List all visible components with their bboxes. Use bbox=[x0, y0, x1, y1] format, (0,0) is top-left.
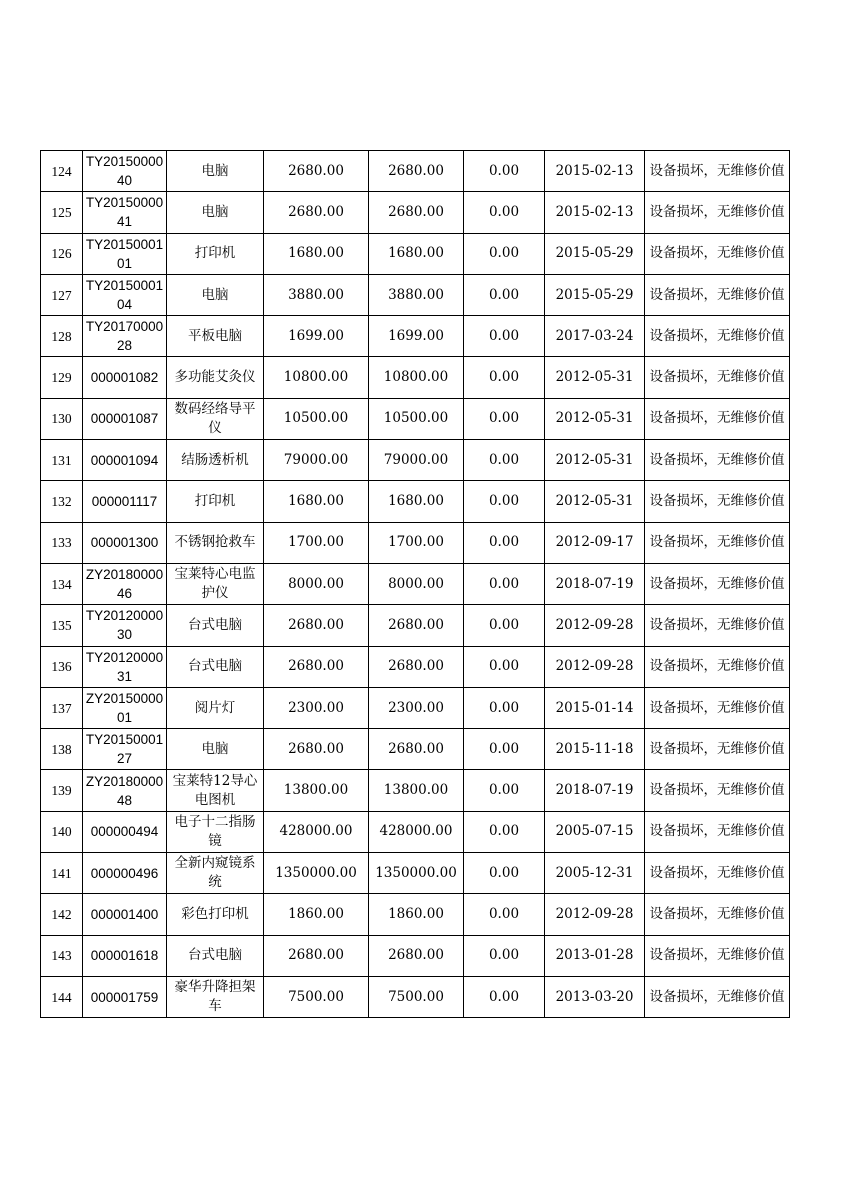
accumulated-depreciation-cell: 1860.00 bbox=[369, 894, 464, 935]
original-value-cell: 2300.00 bbox=[264, 687, 369, 728]
original-value-cell: 1680.00 bbox=[264, 233, 369, 274]
net-value-cell: 0.00 bbox=[464, 192, 545, 233]
asset-name-cell: 不锈钢抢救车 bbox=[167, 522, 264, 563]
acquisition-date-cell: 2012-05-31 bbox=[545, 357, 645, 398]
asset-name-cell: 电脑 bbox=[167, 274, 264, 315]
disposal-reason-cell: 设备损坏，无维修价值 bbox=[645, 605, 790, 646]
accumulated-depreciation-cell: 13800.00 bbox=[369, 770, 464, 811]
asset-name-cell: 电脑 bbox=[167, 151, 264, 192]
acquisition-date-cell: 2015-05-29 bbox=[545, 274, 645, 315]
table-row bbox=[41, 233, 790, 274]
asset-code-cell: 000001400 bbox=[83, 894, 167, 935]
original-value-cell: 2680.00 bbox=[264, 935, 369, 976]
row-number-cell: 125 bbox=[41, 192, 83, 233]
net-value-cell: 0.00 bbox=[464, 522, 545, 563]
accumulated-depreciation-cell: 10500.00 bbox=[369, 398, 464, 439]
disposal-reason-cell: 设备损坏，无维修价值 bbox=[645, 233, 790, 274]
accumulated-depreciation-cell: 428000.00 bbox=[369, 811, 464, 852]
asset-code-cell: TY2012000031 bbox=[83, 646, 167, 687]
original-value-cell: 79000.00 bbox=[264, 440, 369, 481]
asset-name-cell: 阅片灯 bbox=[167, 687, 264, 728]
accumulated-depreciation-cell: 8000.00 bbox=[369, 563, 464, 604]
table-row bbox=[41, 687, 790, 728]
row-number-cell: 138 bbox=[41, 729, 83, 770]
table-row bbox=[41, 440, 790, 481]
asset-code-cell: 000001618 bbox=[83, 935, 167, 976]
original-value-cell: 428000.00 bbox=[264, 811, 369, 852]
acquisition-date-cell: 2015-02-13 bbox=[545, 151, 645, 192]
disposal-reason-cell: 设备损坏，无维修价值 bbox=[645, 646, 790, 687]
original-value-cell: 1860.00 bbox=[264, 894, 369, 935]
row-number-cell: 143 bbox=[41, 935, 83, 976]
original-value-cell: 2680.00 bbox=[264, 151, 369, 192]
asset-name-cell: 宝莱特心电监护仪 bbox=[167, 563, 264, 604]
row-number-cell: 137 bbox=[41, 687, 83, 728]
table-row bbox=[41, 646, 790, 687]
original-value-cell: 3880.00 bbox=[264, 274, 369, 315]
table-row bbox=[41, 563, 790, 604]
asset-name-cell: 电脑 bbox=[167, 192, 264, 233]
row-number-cell: 130 bbox=[41, 398, 83, 439]
acquisition-date-cell: 2018-07-19 bbox=[545, 770, 645, 811]
acquisition-date-cell: 2018-07-19 bbox=[545, 563, 645, 604]
table-row bbox=[41, 481, 790, 522]
net-value-cell: 0.00 bbox=[464, 440, 545, 481]
row-number-cell: 124 bbox=[41, 151, 83, 192]
asset-code-cell: TY2015000040 bbox=[83, 151, 167, 192]
asset-name-cell: 打印机 bbox=[167, 481, 264, 522]
net-value-cell: 0.00 bbox=[464, 151, 545, 192]
asset-code-cell: ZY2015000001 bbox=[83, 687, 167, 728]
row-number-cell: 128 bbox=[41, 316, 83, 357]
net-value-cell: 0.00 bbox=[464, 976, 545, 1017]
acquisition-date-cell: 2005-07-15 bbox=[545, 811, 645, 852]
accumulated-depreciation-cell: 2300.00 bbox=[369, 687, 464, 728]
asset-name-cell: 台式电脑 bbox=[167, 935, 264, 976]
disposal-reason-cell: 设备损坏，无维修价值 bbox=[645, 770, 790, 811]
row-number-cell: 132 bbox=[41, 481, 83, 522]
disposal-reason-cell: 设备损坏，无维修价值 bbox=[645, 935, 790, 976]
acquisition-date-cell: 2017-03-24 bbox=[545, 316, 645, 357]
asset-name-cell: 结肠透析机 bbox=[167, 440, 264, 481]
asset-name-cell: 数码经络导平仪 bbox=[167, 398, 264, 439]
net-value-cell: 0.00 bbox=[464, 811, 545, 852]
disposal-reason-cell: 设备损坏，无维修价值 bbox=[645, 192, 790, 233]
net-value-cell: 0.00 bbox=[464, 357, 545, 398]
net-value-cell: 0.00 bbox=[464, 316, 545, 357]
asset-code-cell: TY2015000101 bbox=[83, 233, 167, 274]
table-row bbox=[41, 811, 790, 852]
original-value-cell: 1680.00 bbox=[264, 481, 369, 522]
asset-name-cell: 电脑 bbox=[167, 729, 264, 770]
acquisition-date-cell: 2012-09-28 bbox=[545, 605, 645, 646]
table-row bbox=[41, 274, 790, 315]
net-value-cell: 0.00 bbox=[464, 233, 545, 274]
row-number-cell: 142 bbox=[41, 894, 83, 935]
table-row bbox=[41, 522, 790, 563]
acquisition-date-cell: 2013-01-28 bbox=[545, 935, 645, 976]
table-row bbox=[41, 976, 790, 1017]
table-row bbox=[41, 935, 790, 976]
disposal-reason-cell: 设备损坏，无维修价值 bbox=[645, 729, 790, 770]
net-value-cell: 0.00 bbox=[464, 770, 545, 811]
net-value-cell: 0.00 bbox=[464, 687, 545, 728]
accumulated-depreciation-cell: 7500.00 bbox=[369, 976, 464, 1017]
asset-code-cell: TY2017000028 bbox=[83, 316, 167, 357]
row-number-cell: 134 bbox=[41, 563, 83, 604]
disposal-reason-cell: 设备损坏，无维修价值 bbox=[645, 894, 790, 935]
acquisition-date-cell: 2015-01-14 bbox=[545, 687, 645, 728]
disposal-reason-cell: 设备损坏，无维修价值 bbox=[645, 274, 790, 315]
row-number-cell: 144 bbox=[41, 976, 83, 1017]
net-value-cell: 0.00 bbox=[464, 398, 545, 439]
table-row bbox=[41, 894, 790, 935]
table-row bbox=[41, 398, 790, 439]
asset-code-cell: 000001300 bbox=[83, 522, 167, 563]
original-value-cell: 2680.00 bbox=[264, 192, 369, 233]
original-value-cell: 2680.00 bbox=[264, 729, 369, 770]
disposal-reason-cell: 设备损坏，无维修价值 bbox=[645, 853, 790, 894]
asset-name-cell: 打印机 bbox=[167, 233, 264, 274]
net-value-cell: 0.00 bbox=[464, 894, 545, 935]
asset-name-cell: 台式电脑 bbox=[167, 605, 264, 646]
disposal-reason-cell: 设备损坏，无维修价值 bbox=[645, 811, 790, 852]
accumulated-depreciation-cell: 1700.00 bbox=[369, 522, 464, 563]
asset-code-cell: TY2012000030 bbox=[83, 605, 167, 646]
accumulated-depreciation-cell: 1680.00 bbox=[369, 233, 464, 274]
accumulated-depreciation-cell: 2680.00 bbox=[369, 151, 464, 192]
table-row bbox=[41, 605, 790, 646]
asset-code-cell: 000001082 bbox=[83, 357, 167, 398]
table-row bbox=[41, 192, 790, 233]
row-number-cell: 141 bbox=[41, 853, 83, 894]
asset-name-cell: 多功能艾灸仪 bbox=[167, 357, 264, 398]
net-value-cell: 0.00 bbox=[464, 481, 545, 522]
original-value-cell: 1699.00 bbox=[264, 316, 369, 357]
original-value-cell: 13800.00 bbox=[264, 770, 369, 811]
asset-code-cell: TY2015000127 bbox=[83, 729, 167, 770]
asset-code-cell: 000001759 bbox=[83, 976, 167, 1017]
row-number-cell: 131 bbox=[41, 440, 83, 481]
original-value-cell: 8000.00 bbox=[264, 563, 369, 604]
acquisition-date-cell: 2012-09-17 bbox=[545, 522, 645, 563]
asset-code-cell: ZY2018000048 bbox=[83, 770, 167, 811]
original-value-cell: 2680.00 bbox=[264, 605, 369, 646]
asset-name-cell: 全新内窥镜系统 bbox=[167, 853, 264, 894]
net-value-cell: 0.00 bbox=[464, 935, 545, 976]
asset-code-cell: ZY2018000046 bbox=[83, 563, 167, 604]
row-number-cell: 136 bbox=[41, 646, 83, 687]
accumulated-depreciation-cell: 2680.00 bbox=[369, 729, 464, 770]
acquisition-date-cell: 2005-12-31 bbox=[545, 853, 645, 894]
asset-name-cell: 电子十二指肠镜 bbox=[167, 811, 264, 852]
acquisition-date-cell: 2013-03-20 bbox=[545, 976, 645, 1017]
acquisition-date-cell: 2012-09-28 bbox=[545, 646, 645, 687]
row-number-cell: 126 bbox=[41, 233, 83, 274]
disposal-reason-cell: 设备损坏，无维修价值 bbox=[645, 687, 790, 728]
disposal-reason-cell: 设备损坏，无维修价值 bbox=[645, 316, 790, 357]
original-value-cell: 7500.00 bbox=[264, 976, 369, 1017]
acquisition-date-cell: 2012-05-31 bbox=[545, 440, 645, 481]
disposal-reason-cell: 设备损坏，无维修价值 bbox=[645, 151, 790, 192]
original-value-cell: 10800.00 bbox=[264, 357, 369, 398]
original-value-cell: 1350000.00 bbox=[264, 853, 369, 894]
asset-code-cell: TY2015000041 bbox=[83, 192, 167, 233]
disposal-reason-cell: 设备损坏，无维修价值 bbox=[645, 440, 790, 481]
asset-code-cell: 000001094 bbox=[83, 440, 167, 481]
acquisition-date-cell: 2012-05-31 bbox=[545, 481, 645, 522]
net-value-cell: 0.00 bbox=[464, 853, 545, 894]
net-value-cell: 0.00 bbox=[464, 729, 545, 770]
asset-code-cell: 000000494 bbox=[83, 811, 167, 852]
accumulated-depreciation-cell: 2680.00 bbox=[369, 605, 464, 646]
table-row bbox=[41, 853, 790, 894]
disposal-reason-cell: 设备损坏，无维修价值 bbox=[645, 522, 790, 563]
asset-name-cell: 台式电脑 bbox=[167, 646, 264, 687]
table-row bbox=[41, 357, 790, 398]
net-value-cell: 0.00 bbox=[464, 646, 545, 687]
acquisition-date-cell: 2012-09-28 bbox=[545, 894, 645, 935]
accumulated-depreciation-cell: 1680.00 bbox=[369, 481, 464, 522]
asset-code-cell: TY2015000104 bbox=[83, 274, 167, 315]
accumulated-depreciation-cell: 3880.00 bbox=[369, 274, 464, 315]
table-row bbox=[41, 316, 790, 357]
original-value-cell: 1700.00 bbox=[264, 522, 369, 563]
acquisition-date-cell: 2015-02-13 bbox=[545, 192, 645, 233]
row-number-cell: 135 bbox=[41, 605, 83, 646]
asset-name-cell: 宝莱特12导心电图机 bbox=[167, 770, 264, 811]
acquisition-date-cell: 2015-11-18 bbox=[545, 729, 645, 770]
accumulated-depreciation-cell: 2680.00 bbox=[369, 646, 464, 687]
row-number-cell: 133 bbox=[41, 522, 83, 563]
accumulated-depreciation-cell: 1699.00 bbox=[369, 316, 464, 357]
original-value-cell: 2680.00 bbox=[264, 646, 369, 687]
asset-code-cell: 000001117 bbox=[83, 481, 167, 522]
net-value-cell: 0.00 bbox=[464, 563, 545, 604]
net-value-cell: 0.00 bbox=[464, 274, 545, 315]
accumulated-depreciation-cell: 2680.00 bbox=[369, 192, 464, 233]
accumulated-depreciation-cell: 2680.00 bbox=[369, 935, 464, 976]
row-number-cell: 127 bbox=[41, 274, 83, 315]
net-value-cell: 0.00 bbox=[464, 605, 545, 646]
disposal-reason-cell: 设备损坏，无维修价值 bbox=[645, 976, 790, 1017]
row-number-cell: 129 bbox=[41, 357, 83, 398]
disposal-reason-cell: 设备损坏，无维修价值 bbox=[645, 357, 790, 398]
asset-disposal-table bbox=[40, 150, 790, 1018]
table-body bbox=[41, 151, 790, 1018]
asset-name-cell: 彩色打印机 bbox=[167, 894, 264, 935]
asset-name-cell: 豪华升降担架车 bbox=[167, 976, 264, 1017]
accumulated-depreciation-cell: 79000.00 bbox=[369, 440, 464, 481]
asset-code-cell: 000001087 bbox=[83, 398, 167, 439]
disposal-reason-cell: 设备损坏，无维修价值 bbox=[645, 481, 790, 522]
original-value-cell: 10500.00 bbox=[264, 398, 369, 439]
acquisition-date-cell: 2015-05-29 bbox=[545, 233, 645, 274]
accumulated-depreciation-cell: 1350000.00 bbox=[369, 853, 464, 894]
row-number-cell: 139 bbox=[41, 770, 83, 811]
table-row bbox=[41, 770, 790, 811]
accumulated-depreciation-cell: 10800.00 bbox=[369, 357, 464, 398]
row-number-cell: 140 bbox=[41, 811, 83, 852]
disposal-reason-cell: 设备损坏，无维修价值 bbox=[645, 398, 790, 439]
asset-name-cell: 平板电脑 bbox=[167, 316, 264, 357]
table-row bbox=[41, 151, 790, 192]
asset-code-cell: 000000496 bbox=[83, 853, 167, 894]
disposal-reason-cell: 设备损坏，无维修价值 bbox=[645, 563, 790, 604]
acquisition-date-cell: 2012-05-31 bbox=[545, 398, 645, 439]
table-row bbox=[41, 729, 790, 770]
